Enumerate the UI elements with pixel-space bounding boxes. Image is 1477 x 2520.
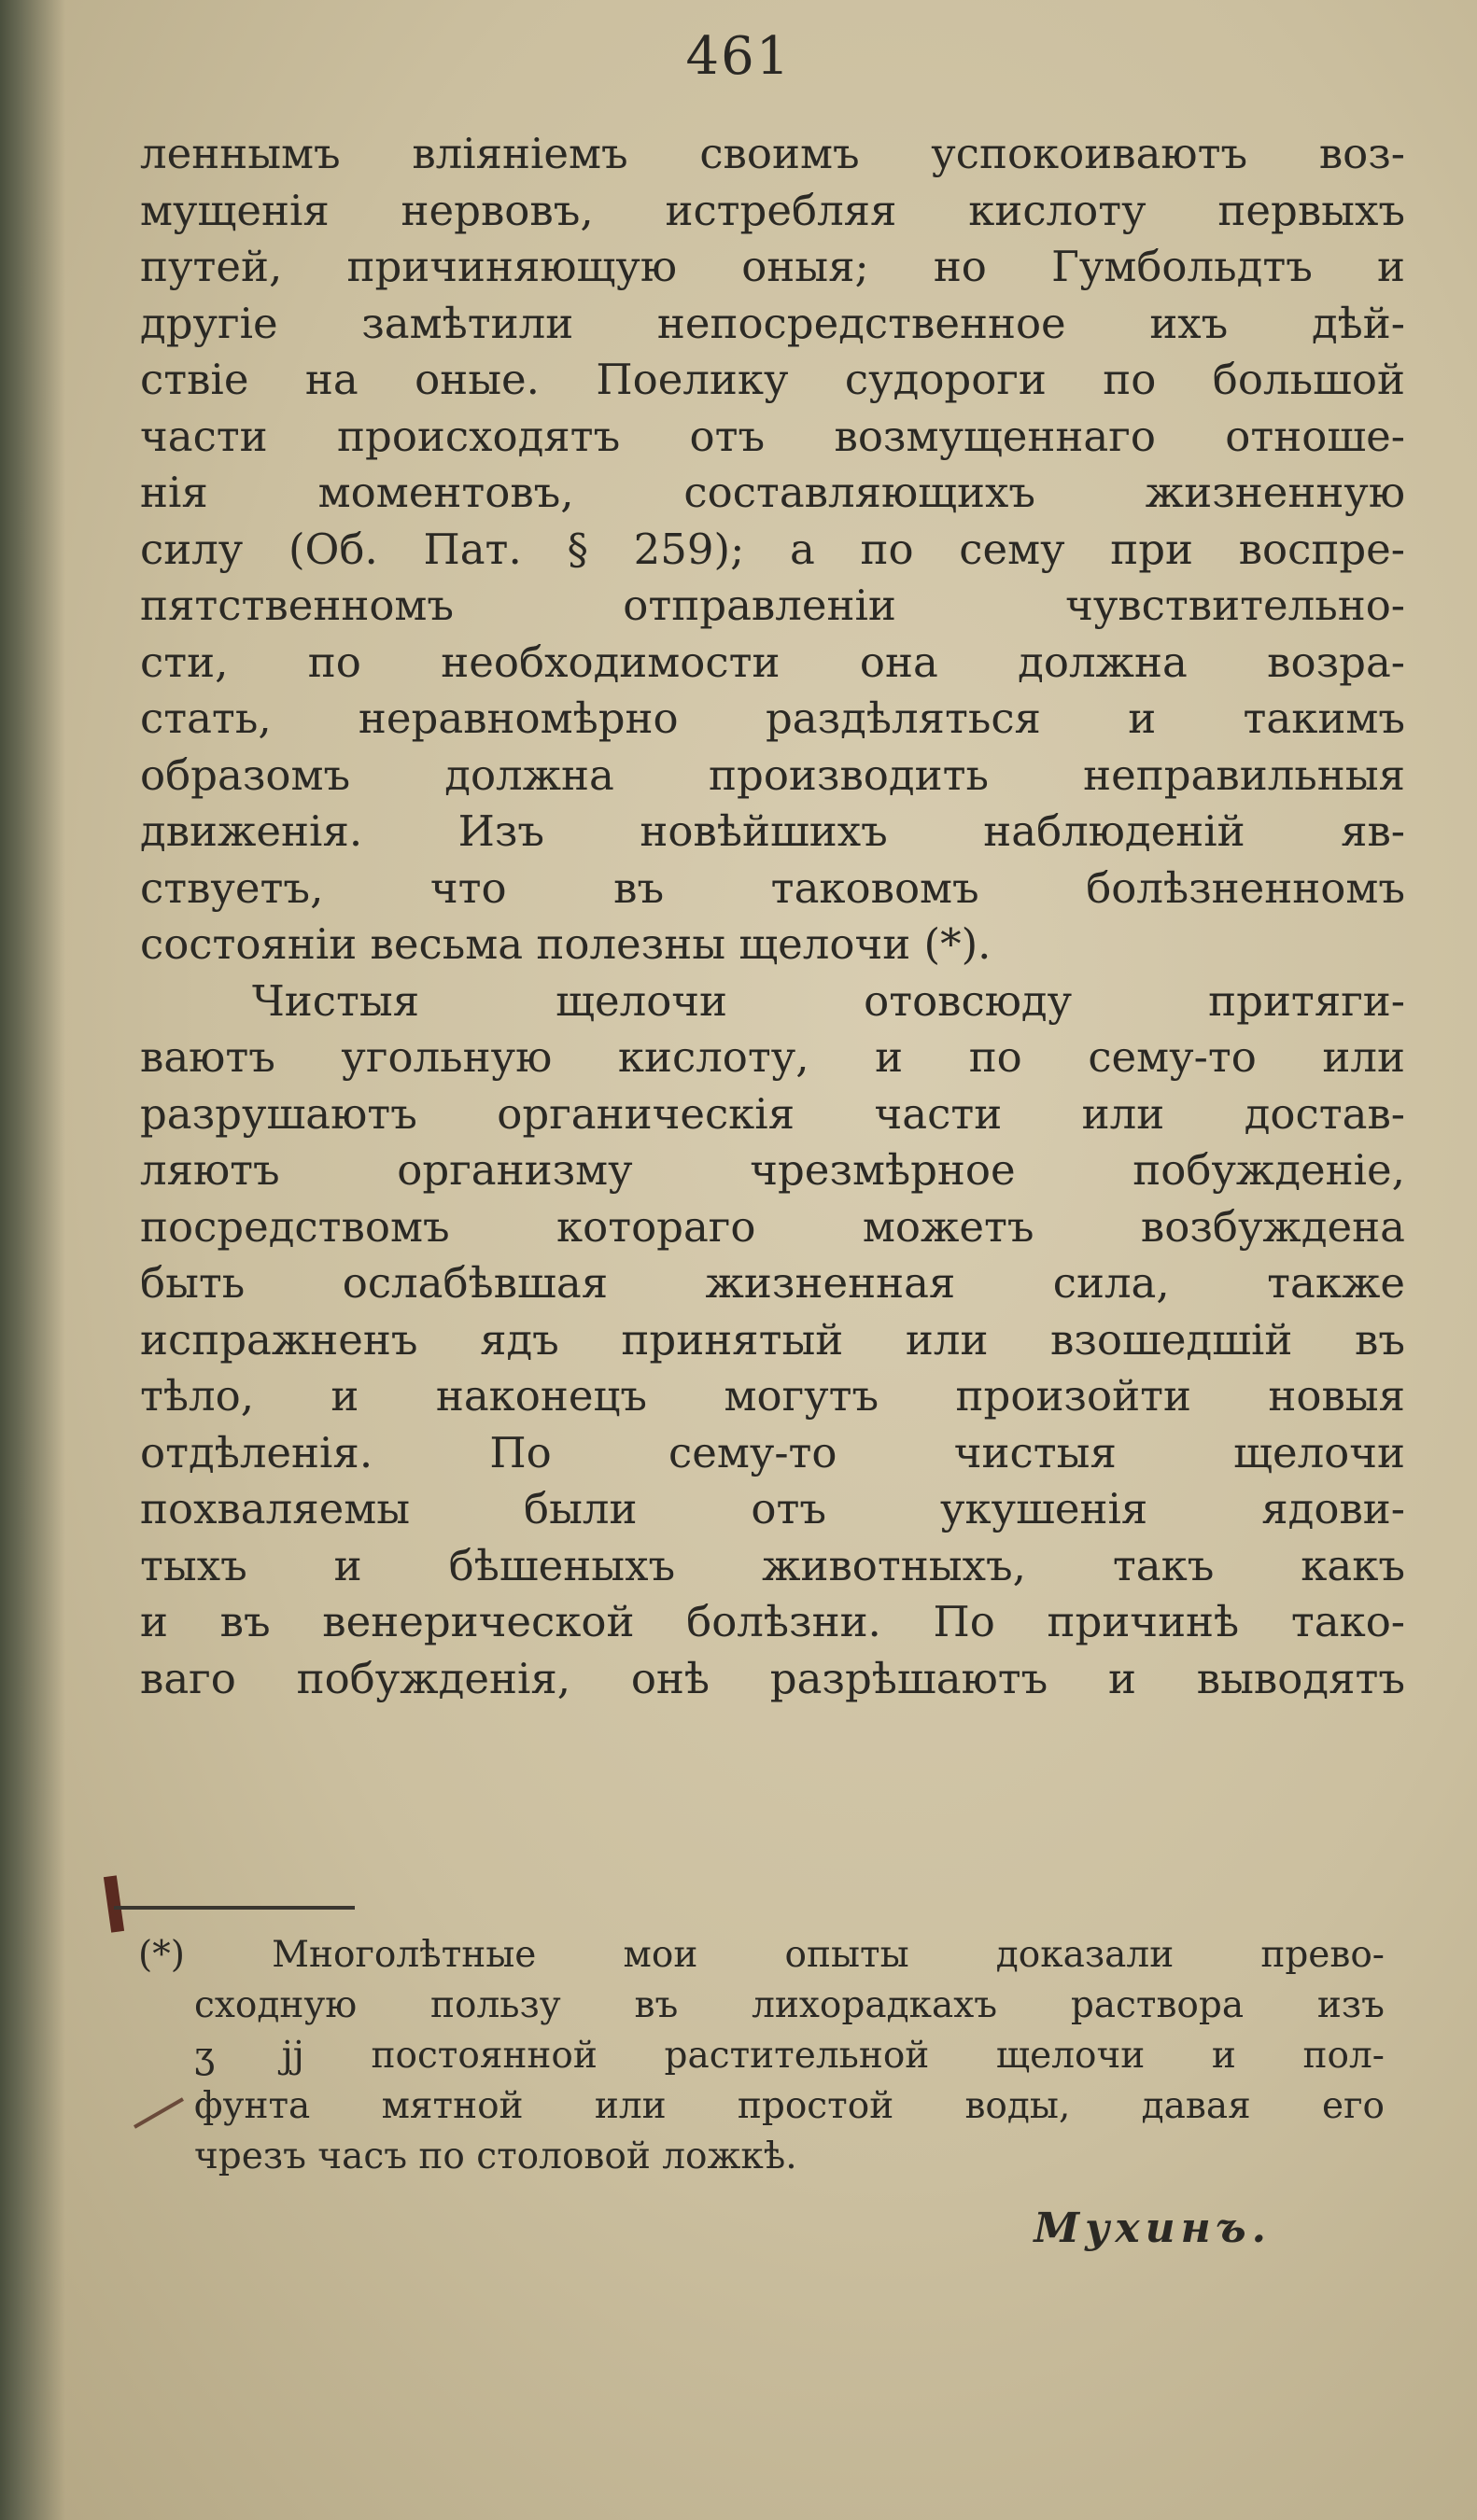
text-line: быть ослабѣвшая жизненная сила, также xyxy=(140,1258,1405,1308)
footnote-line: (*) Многолѣтные мои опыты доказали прево- xyxy=(138,1934,1385,1976)
footnote-line: сходную пользу въ лихорадкахъ раствора изъ xyxy=(194,1984,1385,2026)
text-line: мущенія нервовъ, истребляя кислоту первыхъ xyxy=(140,185,1405,235)
text-line: Чистыя щелочи отовсюду притяги- xyxy=(252,975,1405,1026)
text-line: нія моментовъ, составляющихъ жизненную xyxy=(140,468,1405,517)
text-line: другіе замѣтили непосредственное ихъ дѣй- xyxy=(140,298,1405,348)
text-line: сти, по необходимости она должна возра- xyxy=(140,637,1405,687)
paragraph-2 xyxy=(140,973,1405,1708)
footnote-signature: Мухинъ. xyxy=(1034,2205,1272,2252)
text-line: ваютъ угольную кислоту, и по сему-то или xyxy=(140,1032,1405,1082)
text-line: образомъ должна производить неправильныя xyxy=(140,749,1405,800)
footnote-divider xyxy=(114,1906,355,1910)
text-line: части происходятъ отъ возмущеннаго отноше- xyxy=(140,411,1405,461)
text-line: испражненъ ядъ принятый или взошедшій въ xyxy=(140,1314,1405,1365)
footnote-line: фунта мятной или простой воды, давая его xyxy=(194,2085,1385,2127)
text-line: леннымъ вліяніемъ своимъ успокоиваютъ воз- xyxy=(140,129,1405,178)
text-line: стать, неравномѣрно раздѣляться и такимъ xyxy=(140,693,1405,743)
text-line: разрушаютъ органическія части или достав- xyxy=(140,1088,1405,1139)
main-text xyxy=(140,126,1405,1707)
footnote xyxy=(138,1930,1385,2182)
text-line: ваго побужденія, онѣ разрѣшаютъ и выводятъ xyxy=(140,1653,1405,1703)
text-line: ствіе на оные. Поелику судороги по большой xyxy=(140,355,1405,404)
text-line: отдѣленія. По сему-то чистыя щелочи xyxy=(140,1427,1405,1477)
page-number: 461 xyxy=(685,26,792,87)
paragraph-1 xyxy=(140,126,1405,973)
text-line: ствуетъ, что въ таковомъ болѣзненномъ xyxy=(140,862,1405,913)
text-line: силу (Об. Пат. § 259); а по сему при воспре- xyxy=(140,524,1405,574)
text-line: путей, причиняющую оныя; но Гумбольдтъ и xyxy=(140,242,1405,291)
text-line: и въ венерической болѣзни. По причинѣ тако- xyxy=(140,1597,1405,1646)
text-line: посредствомъ котораго можетъ возбуждена xyxy=(140,1201,1405,1252)
text-line: похваляемы были отъ укушенія ядови- xyxy=(140,1484,1405,1533)
text-line: тыхъ и бѣшеныхъ животныхъ, такъ какъ xyxy=(140,1540,1405,1590)
footnote-line: ʒ jj постоянной растительной щелочи и пол- xyxy=(194,2035,1385,2077)
text-line: ляютъ организму чрезмѣрное побужденіе, xyxy=(140,1145,1405,1195)
text-line: состояніи весьма полезны щелочи (*). xyxy=(140,919,992,969)
book-gutter-shadow xyxy=(0,0,65,2520)
footnote-line: чрезъ часъ по столовой ложкѣ. xyxy=(194,2135,797,2177)
text-line: тѣло, и наконецъ могутъ произойти новыя xyxy=(140,1371,1405,1421)
text-line: движенія. Изъ новѣйшихъ наблюденій яв- xyxy=(140,806,1405,856)
text-line: пятственномъ отправленіи чувствительно- xyxy=(140,581,1405,630)
